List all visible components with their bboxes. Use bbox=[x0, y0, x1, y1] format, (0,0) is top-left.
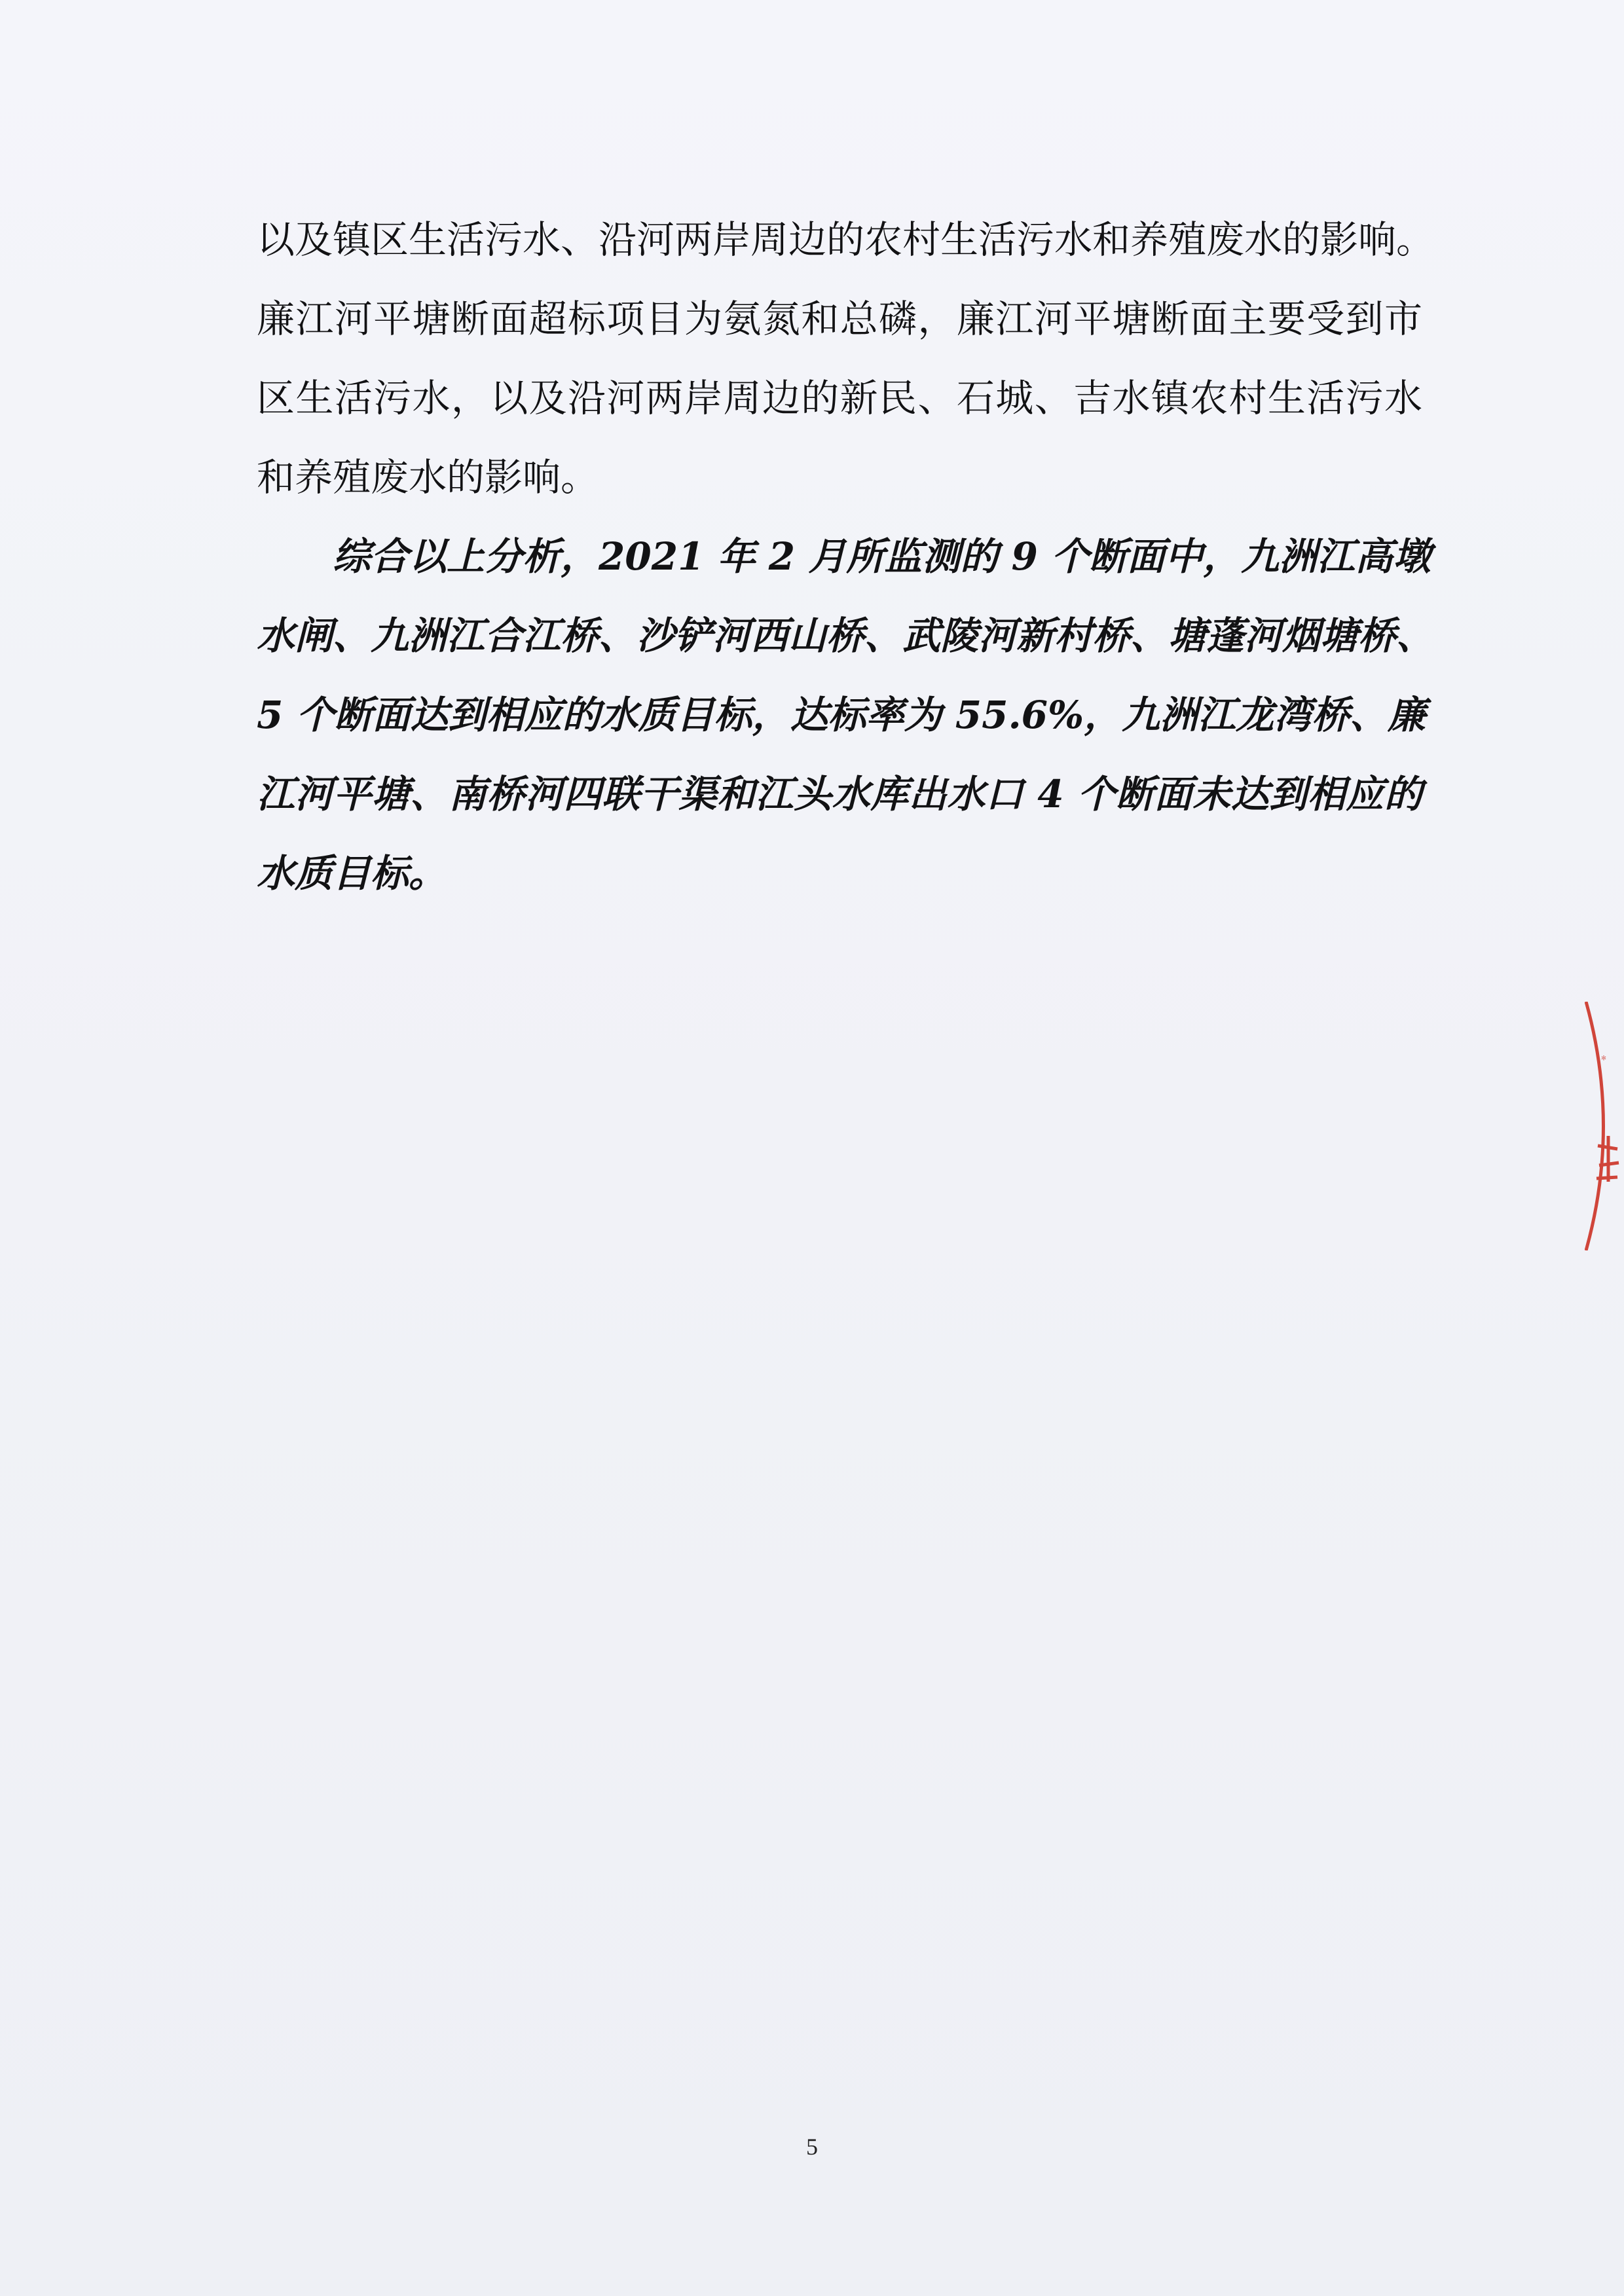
paragraph-line-1: 以及镇区生活污水、沿河两岸周边的农村生活污水和养殖废水的影响。 bbox=[257, 217, 1435, 262]
paragraph-line-2: 廉江河平塘断面超标项目为氨氮和总磷，廉江河平塘断面主要受到市 bbox=[257, 297, 1422, 341]
paragraph-line-4: 和养殖废水的影响。 bbox=[257, 455, 599, 500]
seal-stamp-fragment bbox=[1585, 1002, 1624, 1250]
svg-text:﹡: ﹡ bbox=[1596, 1051, 1612, 1068]
summary-line-4: 江河平塘、南桥河四联干渠和江头水库出水口 4 个断面未达到相应的 bbox=[257, 772, 1422, 816]
summary-line-2: 水闸、九洲江合江桥、沙铲河西山桥、武陵河新村桥、塘蓬河烟塘桥、 bbox=[257, 613, 1435, 658]
summary-line-5: 水质目标。 bbox=[257, 851, 447, 896]
summary-line-3: 5 个断面达到相应的水质目标，达标率为 55.6%，九洲江龙湾桥、廉 bbox=[257, 693, 1426, 737]
body-text bbox=[257, 200, 1435, 913]
summary-line-1: 综合以上分析，2021 年 2 月所监测的 9 个断面中，九洲江高墩 bbox=[257, 534, 1431, 579]
paragraph-line-3: 区生活污水，以及沿河两岸周边的新民、石城、吉水镇农村生活污水 bbox=[257, 376, 1422, 420]
page-number: 5 bbox=[806, 2134, 818, 2160]
